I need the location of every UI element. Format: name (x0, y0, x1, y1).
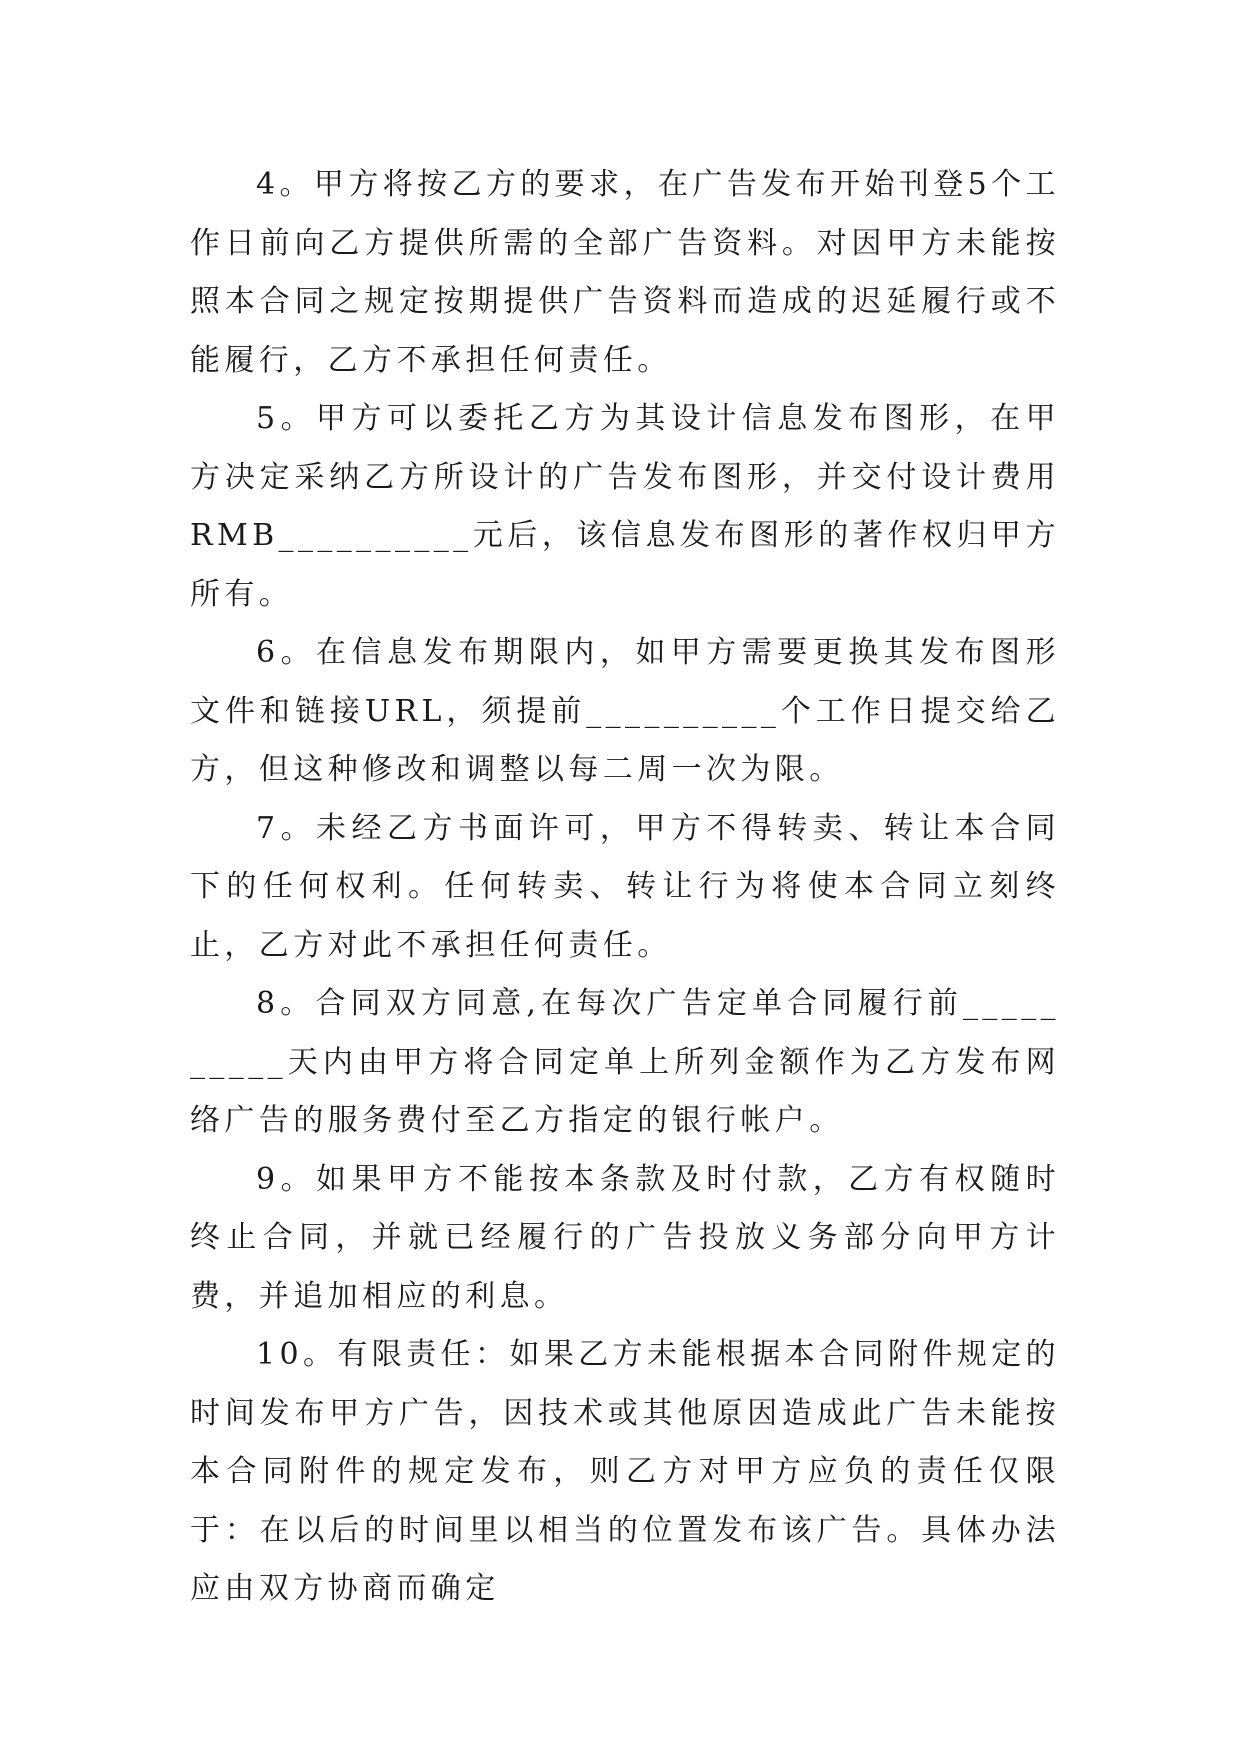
clause-8-paragraph: 8。合同双方同意,在每次广告定单合同履行前__________天内由甲方将合同定单上所列金额作为乙方发布网络广告的服务费付至乙方指定的银行帐户。 (190, 986, 1060, 1138)
clause-9-paragraph: 9。如果甲方不能按本条款及时付款，乙方有权随时终止合同，并就已经履行的广告投放义务部分向甲方计费，并追加相应的利息。 (190, 1161, 1060, 1314)
clause-6-paragraph: 6。在信息发布期限内，如甲方需要更换其发布图形文件和链接URL，须提前__________个工作日提交给乙方，但这种修改和调整以每二周一次为限。 (190, 635, 1060, 787)
clause-10-paragraph: 10。有限责任：如果乙方未能根据本合同附件规定的时间发布甲方广告，因技术或其他原因造成此广告未能按本合同附件的规定发布，则乙方对甲方应负的责任仅限于：在以后的时间里以相当的位置发布该广告。具体办法应由双方协商而确定 (190, 1337, 1060, 1606)
clause-5-paragraph: 5。甲方可以委托乙方为其设计信息发布图形，在甲方决定采纳乙方所设计的广告发布图形，并交付设计费用RMB__________元后，该信息发布图形的著作权归甲方所有。 (190, 401, 1060, 612)
document-body (190, 156, 1060, 1619)
clause-7-paragraph: 7。未经乙方书面许可，甲方不得转卖、转让本合同下的任何权利。任何转卖、转让行为将使本合同立刻终止，乙方对此不承担任何责任。 (190, 810, 1060, 963)
clause-4-paragraph: 4。甲方将按乙方的要求，在广告发布开始刊登5个工作日前向乙方提供所需的全部广告资料。对因甲方未能按照本合同之规定按期提供广告资料而造成的迟延履行或不能履行，乙方不承担任何责任。 (190, 167, 1060, 378)
